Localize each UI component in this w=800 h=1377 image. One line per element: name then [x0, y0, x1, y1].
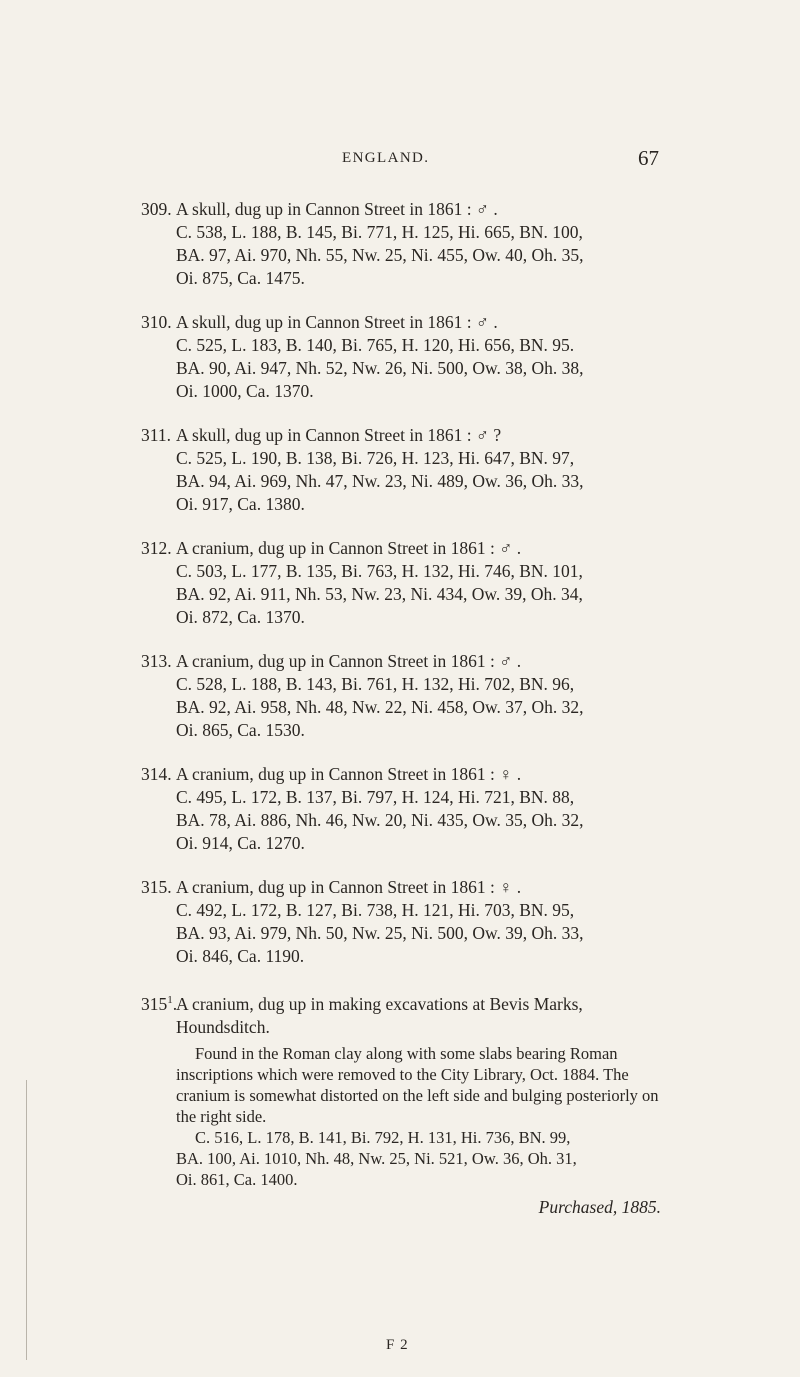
catalogue-entry-313: [141, 650, 661, 742]
measurement-line: C. 516, L. 178, B. 141, Bi. 792, H. 131, Hi. 736, BN. 99,: [195, 1127, 571, 1147]
measurement-line: Oi. 872, Ca. 1370.: [176, 607, 305, 627]
entry-number: 315.: [141, 877, 172, 897]
entry-title: A skull, dug up in Cannon Street in 1861 : ♂ .: [176, 312, 498, 332]
measurement-line: Oi. 875, Ca. 1475.: [176, 268, 305, 288]
running-head: ENGLAND.: [342, 150, 430, 166]
catalogue-entry-309: [141, 198, 661, 290]
entry-number: 310.: [141, 312, 172, 332]
measurement-line: Oi. 861, Ca. 1400.: [176, 1169, 298, 1189]
catalogue-entries: [141, 198, 661, 1240]
entry-number: 309.: [141, 199, 172, 219]
measurement-line: C. 525, L. 183, B. 140, Bi. 765, H. 120, Hi. 656, BN. 95.: [176, 335, 575, 355]
measurement-line: BA. 92, Ai. 911, Nh. 53, Nw. 23, Ni. 434, Ow. 39, Oh. 34,: [176, 584, 583, 604]
measurement-line: C. 538, L. 188, B. 145, Bi. 771, H. 125, Hi. 665, BN. 100,: [176, 222, 583, 242]
measurement-line: BA. 90, Ai. 947, Nh. 52, Nw. 26, Ni. 500, Ow. 38, Oh. 38,: [176, 358, 584, 378]
entry-number: 314.: [141, 764, 172, 784]
measurement-line: Oi. 1000, Ca. 1370.: [176, 381, 314, 401]
measurement-line: Oi. 914, Ca. 1270.: [176, 833, 305, 853]
measurement-line: BA. 100, Ai. 1010, Nh. 48, Nw. 25, Ni. 521, Ow. 36, Oh. 31,: [176, 1148, 577, 1168]
measurement-line: Oi. 846, Ca. 1190.: [176, 946, 305, 966]
measurement-line: BA. 97, Ai. 970, Nh. 55, Nw. 25, Ni. 455, Ow. 40, Oh. 35,: [176, 245, 584, 265]
measurement-line: C. 492, L. 172, B. 127, Bi. 738, H. 121, Hi. 703, BN. 95,: [176, 900, 575, 920]
measurement-line: Oi. 917, Ca. 1380.: [176, 494, 305, 514]
catalogue-entry-315: [141, 876, 661, 968]
entry-number-dot: .: [172, 993, 178, 1014]
measurement-line: BA. 78, Ai. 886, Nh. 46, Nw. 20, Ni. 435, Ow. 35, Oh. 32,: [176, 810, 584, 830]
entry-title: A cranium, dug up in Cannon Street in 1861 : ♂ .: [176, 538, 522, 558]
entry-number: 313.: [141, 651, 172, 671]
measurement-line: BA. 92, Ai. 958, Nh. 48, Nw. 22, Ni. 458, Ow. 37, Oh. 32,: [176, 697, 584, 717]
catalogue-entry-315-1: [141, 989, 661, 1219]
catalogue-entry-312: [141, 537, 661, 629]
measurement-line: C. 503, L. 177, B. 135, Bi. 763, H. 132, Hi. 746, BN. 101,: [176, 561, 583, 581]
page-number: 67: [638, 146, 659, 170]
entry-number-superscript: 1: [167, 994, 173, 1006]
catalogue-entry-310: [141, 311, 661, 403]
entry-title: A skull, dug up in Cannon Street in 1861 : ♂ .: [176, 199, 498, 219]
entry-title: A cranium, dug up in Cannon Street in 1861 : ♀ .: [176, 764, 522, 784]
acquisition-source: Purchased, 1885.: [538, 1196, 661, 1217]
measurement-line: C. 528, L. 188, B. 143, Bi. 761, H. 132, Hi. 702, BN. 96,: [176, 674, 575, 694]
catalogue-entry-311: [141, 424, 661, 516]
measurement-line: C. 525, L. 190, B. 138, Bi. 726, H. 123, Hi. 647, BN. 97,: [176, 448, 575, 468]
entry-title: A skull, dug up in Cannon Street in 1861 : ♂ ?: [176, 425, 502, 445]
catalogue-entry-314: [141, 763, 661, 855]
entry-number: 311.: [141, 425, 171, 445]
signature-mark: F 2: [386, 1337, 409, 1353]
measurement-line: BA. 94, Ai. 969, Nh. 47, Nw. 23, Ni. 489, Ow. 36, Oh. 33,: [176, 471, 584, 491]
entry-number: 312.: [141, 538, 172, 558]
page-edge-line: [26, 1080, 27, 1360]
page-header: [0, 146, 800, 170]
entry-title-continued: Houndsditch.: [176, 1016, 270, 1037]
measurement-line: BA. 93, Ai. 979, Nh. 50, Nw. 25, Ni. 500, Ow. 39, Oh. 33,: [176, 923, 584, 943]
entry-title: A cranium, dug up in Cannon Street in 1861 : ♀ .: [176, 877, 522, 897]
measurement-line: Oi. 865, Ca. 1530.: [176, 720, 305, 740]
measurement-line: C. 495, L. 172, B. 137, Bi. 797, H. 124, Hi. 721, BN. 88,: [176, 787, 575, 807]
entry-title: A cranium, dug up in making excavations at Bevis Marks,: [176, 993, 583, 1014]
entry-note: Found in the Roman clay along with some slabs bearing Roman inscriptions which were removed to the City Library, Oct. 1884. The cranium is somewhat distorted on the left side and bulging posteriorly on the right side.: [176, 1043, 659, 1126]
entry-title: A cranium, dug up in Cannon Street in 1861 : ♂ .: [176, 651, 522, 671]
entry-number: 315: [141, 993, 168, 1014]
